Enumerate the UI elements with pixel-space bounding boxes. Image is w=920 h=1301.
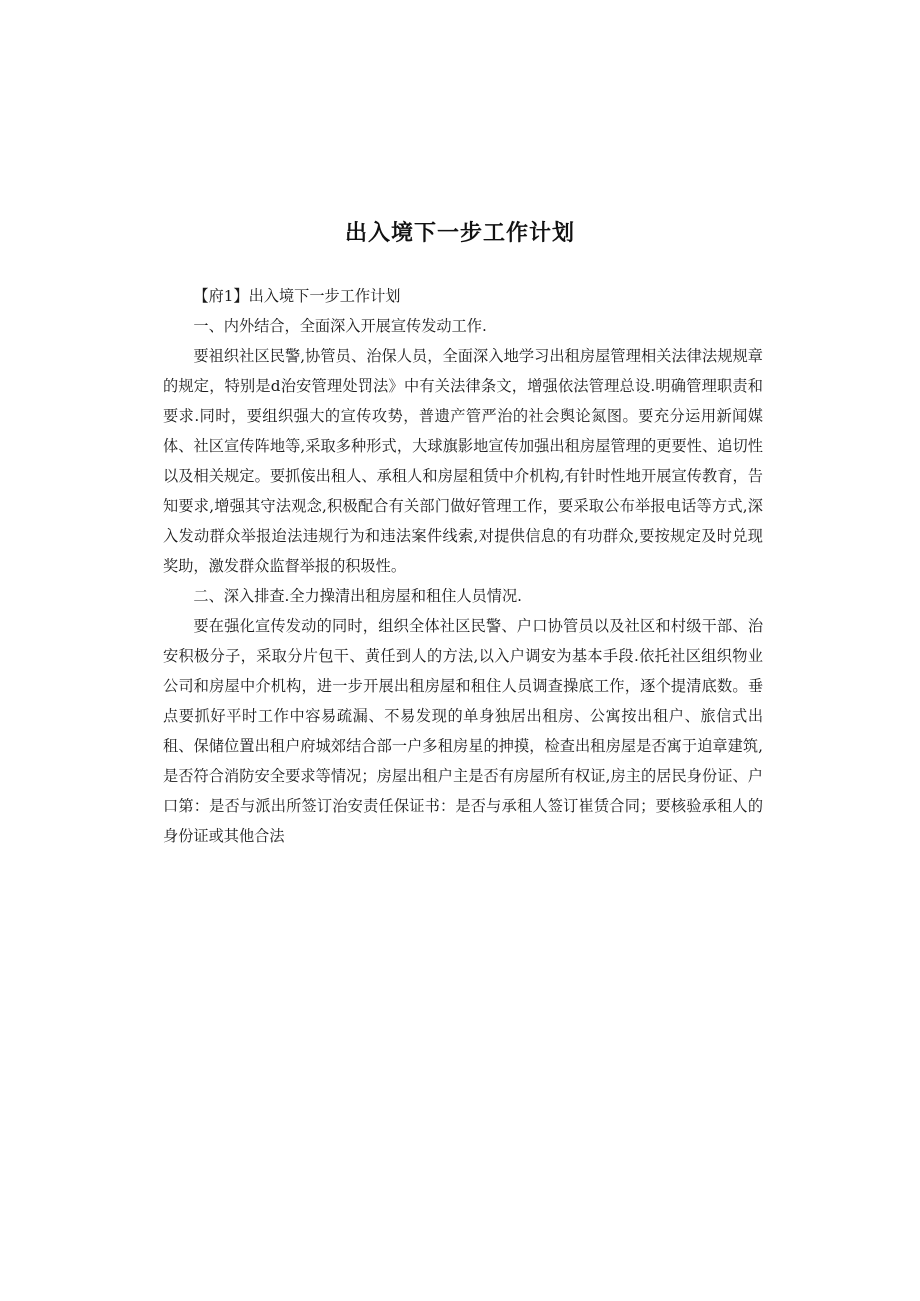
document-title: 出入境下一步工作计划 <box>344 221 575 246</box>
attachment-heading: 【府1】出入境下一步工作计划 <box>193 287 401 305</box>
section-heading-1: 一、内外结合，全面深入开展宣传发动工作. <box>193 317 487 335</box>
section-heading-2: 二、深入排查.全力操清出租房屋和租住人员情况. <box>193 587 522 605</box>
body-paragraph-2: 要在强化宣传发动的同时，组织全体社区民警、户口协管员以及社区和村级干部、治安积极分子，采取分片包干、黄任到人的方法,以入户调安为基本手段.依托社区组织物业公司和房屋中介机构，进一步开展出租房屋和租住人员调查操底工作，逐个提清底数。垂点要抓好平时工作中容易疏漏、不易发现的单身独居出租房、公寓按出租户、旅信式出租、保储位置出租户府城郊结合部一户多租房星的抻摸，检查出租房屋是否寓于迫章建筑,是否符合消防安全要求等情况；房屋出租户主是否有房屋所有权证,房主的居民身份证、户口第：是否与派出所签订治安责任保证书：是否与承租人签订崔赁合同；要核验承租人的身份证或其他合法 <box>163 617 763 845</box>
body-paragraph-1: 要祖织社区民警,协管员、治保人员，全面深入地学习出租房屋管理相关法律法规规章的规定，特别是d治安管理处罚法》中有关法律条文，增强依法管理总设.明确管理职责和要求.同时，要组织强大的宣传攻势，普遗产管严治的社会舆论氮图。要充分运用新闻媒体、社区宣传阵地等,采取多种形式，大球旗影地宣传加强出租房屋管理的更要性、追切性以及相关规定。要抓侫出租人、承租人和房屋租赁中介机构,有针时性地开展宣传教育，告知要求,增强其守法观念,积极配合有关部门做好管理工作，要采取公布举报电话等方式,深入发动群众举报迨法违规行为和违法案件线索,对提供信息的有功群众,要按规定及时兑现奖助，激发群众监督举报的积圾性。 <box>163 347 763 575</box>
document-body <box>163 281 763 851</box>
